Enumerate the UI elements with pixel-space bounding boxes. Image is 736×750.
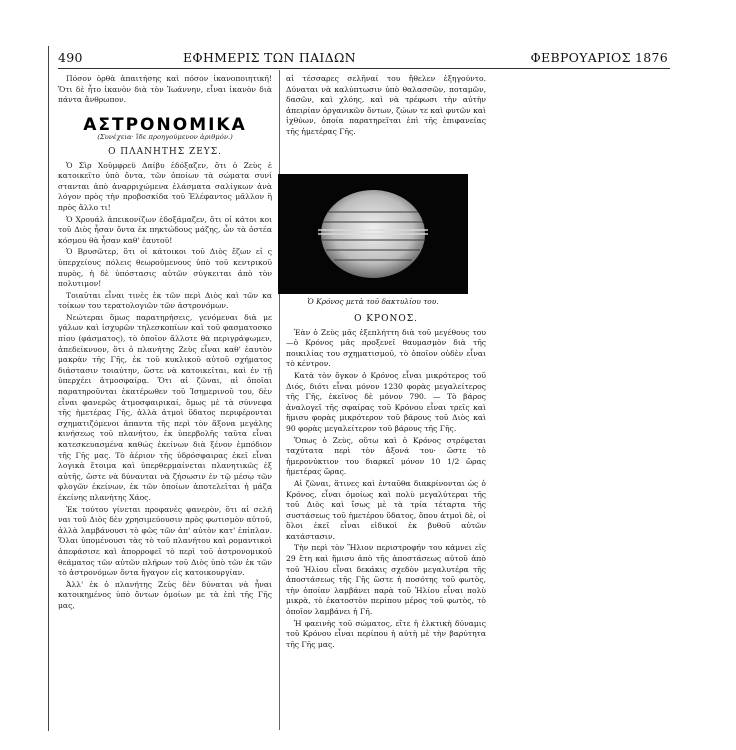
- article-heading-zeus: Ο ΠΛΑΝΗΤΗΣ ΖΕΥΣ.: [108, 146, 222, 157]
- paragraph: Ὁ Σὶρ Χοῦμφρεϋ Δαίβυ ἐδόξαζεν, ὅτι ὁ Ζεὺς ἐ κατοικεῖτο ὑπὸ ὄντα, τῶν ὁποίων τὰ σώματα συνί στανται ἀπὸ ἀναρριχώμενα ἐλάσματα σαλίγκων ἀνὰ λόγον πρὸς τὴν προβοσκίδα τοῦ Ἐλέφαντος μᾶλλον ἢ πρὸς ἄλλο τι!: [58, 160, 272, 212]
- paragraph: αἱ τέσσαρες σελῆναί του ἤθελεν ἐξηγούντο. Δύναται νὰ καλύπτωσιν ὑπὸ θαλασσῶν, ποταμῶν, δασῶν, καὶ χλόης, καὶ νὰ τρέφωσι τὴν αὐτὴν ἀπειρίαν ὀργανικῶν ὄντων, ζώων τε καὶ φυτῶν καὶ ἰχθύων, ὁποία παρατηρεῖται ἐπὶ τῆς ἐπιφανείας τῆς ἡμετέρας Γῆς.: [286, 74, 486, 136]
- paragraph: Κατὰ τὸν ὄγκον ὁ Κρόνος εἶναι μικρότερος τοῦ Διός, διότι εἶναι μόνον 1230 φορὰς μεγαλείτερος τῆς Γῆς, ἐκεῖνος δὲ μόνον 790. — Τὸ βάρος ἀναλογεῖ τῆς σφαίρας τοῦ Κρόνου εἶναι τρεῖς καὶ ἥμισυ φορὰς μικρότερον τοῦ βάρους τοῦ Διὸς καὶ 90 φορὰς μεγαλείτερον τοῦ βάρους τῆς Γῆς.: [286, 370, 486, 433]
- paragraph: Ὁ Χρουάλ ἀπεικονίζων ἐδοξάμαζεν, ὅτι οἱ κάτοι κοι τοῦ Διὸς ἦσαν ὄντα ἐκ πηκτώδους μάζης, ὧν τὰ ὀστέα κόσμου θὰ ἦσαν καθ' ἑαυτοῦ!: [58, 214, 272, 245]
- page-number: 490: [58, 50, 83, 65]
- paragraph: Ἀλλ' ἐκ ὁ πλανήτης Ζεὺς δὲν δύναται νὰ ἦναι κατοικημένος ὑπὸ ὄντων ὁμοίων με τὰ ἐπὶ τῆς Γῆς μας,: [58, 579, 272, 610]
- header-rule: [58, 68, 670, 69]
- page-header: [58, 50, 668, 68]
- right-column-body: [286, 310, 486, 651]
- saturn-illustration: [278, 174, 468, 294]
- paragraph: Τὴν περὶ τὸν Ἥλιον περιστροφήν του κάμνει εἰς 29 ἔτη καὶ ἥμισυ ἀπὸ τῆς ἀποστάσεως αὐτοῦ ἀπὸ τοῦ Ἡλίου εἶναι δεκάκις σχεδὸν μεγαλυτέρα τῆς ἀποστάσεως τῆς Γῆς ὥστε ἡ ποσότης τοῦ φωτὸς, τὴν ὁποίαν λαμβάνει παρὰ τοῦ Ἡλίου εἶναι πολὺ μικρὰ, τὸ ἑκατοστὸν περίπου μέρος τοῦ φωτὸς, τὸ ὁποῖον λαμβάνει ἡ Γῆ.: [286, 543, 486, 617]
- section-subtitle: (Συνέχεια· ἴδε προηγούμενον ἀριθμόν.): [97, 133, 233, 142]
- figure-caption: Ὁ Κρόνος μετὰ τοῦ δακτυλίου του.: [307, 297, 439, 306]
- masthead-title: ΕΦΗΜΕΡΙΣ ΤΩΝ ΠΑΙΔΩΝ: [183, 50, 356, 65]
- column-divider: [279, 70, 280, 730]
- paragraph: Νεώτεραι ὅμως παρατηρήσεις, γενόμεναι διὰ με γάλων καὶ ἰσχυρῶν τηλεσκοπίων καὶ τοῦ φασματοσκο πίου (φάσματος), τὸ ὁποῖον ἄλλοτε θὰ περιγράψωμεν, ἀπεδείκνυον, ὅτι ὁ πλανήτης Ζεὺς εἶναι καθ' ἑαυτὸν μακρὰν τῆς Γῆς, ἐκ τοῦ κυκλικοῦ αὐτοῦ σχήματος διάστασιν τοιαύτην, ὥστε νὰ κατοικεῖται, καὶ ἐν τῇ ὑπερχέει ἀτμοσφαίρᾳ. Ὅτι αἱ ζῶναι, αἱ ὁποῖαι παρατηροῦνται ἑκατέρωθεν τοῦ Ἰσημερινοῦ του, δὲν εἶναι φανερῶς ἀτμοσφαιρικαί, ὅμως μὲ τὰ σύννεφα τῆς ἡμετέρας Γῆς, ἀλλὰ ἀτμοὶ ὕδατος περιφέρονται σχηματιζόμενοι ἀπαντα τῆς περὶ τὸν ἄξονα μεγάλης κινήσεως τοῦ πλανήτου, ἐκ ὑπερβολῆς ταῦτα εἶναι κατεσκευασμένα καθώς ἐκείνων διὰ ξένον ἐμπόδιον τῆς Γῆς μας. Τὸ ἀέριον τῆς ὑδρόσφαιρας ἐκεῖ εἶναι λογικὰ ἔτοιμα καὶ ὑπερθερμαίνεται πλανητικῶς ἐξ αὐτῆς, ὥστε νὰ δύνανται νὰ ζήσωσιν ἐν τῷ μέσῳ τῶν φλογῶν ἐκείνων, ἐκ τῶν ὁποίων ἀποτελεῖται ἡ μάζα ἐκείνης πλανήτης Χάος.: [58, 312, 272, 502]
- paragraph: Ἐκ τούτου γίνεται προφανὲς φανερὸν, ὅτι αἱ σελή ναι τοῦ Διὸς δὲν χρησιμεύουσιν πρὸς φωτισμὸν αὐτοῦ, ἀλλὰ λαμβάνουσι τὸ φῶς τῶν ἀπ' αὐτὸν κατ' ἐπίπλαν. Ὅλαι ὑπομένουσι τὰς τὸ τοῦ πλανήτου καὶ ρομαντικοὶ ἀπεφάσισε καὶ ἀπορροφεῖ τὸ περὶ τοῦ ἀστρονομικοῦ θεάματος τῶν αὐτῶν πλήρων τοῦ Διὸς ὑπὸ τῶν ἐκ τῶν τὸ ἀστρονόμων ὄντα ἤγαγον εἰς κατοικουργίαν.: [58, 504, 272, 578]
- paragraph: Ὁ Βρυσῶτερ, ὅτι οἱ κάτοικοι τοῦ Διὸς ἔζων εἰ ς ὑπερχείους πόλεις θεωρούμενους ὑπὸ τοῦ κεντρικοῦ πυρὸς, ἡ δὲ ὑπόστασις αὐτῶν σύγκειται ἀπὸ τὸν πολυτιμον!: [58, 247, 272, 289]
- article-heading-saturn: Ο ΚΡΟΝΟΣ.: [354, 314, 418, 324]
- paragraph: Τοιαῦται εἶναι τινὲς ἐκ τῶν περὶ Διὸς καὶ τῶν κα τοίκων του τερατολογιῶν τῶν ἀστρονόμων.: [58, 290, 272, 311]
- paragraph: Ἐὰν ὁ Ζεὺς μᾶς ἐξεπλήττη διὰ τοῦ μεγέθους του—ὁ Κρόνος μᾶς προξενεῖ θαυμασμὸν διὰ τῆς ποικιλίας του σχηματισμοῦ, τὸ ὁποῖον οὐδὲν εἶναι τὸ κέντρον.: [286, 327, 486, 369]
- right-column-top: [286, 74, 486, 139]
- paragraph: Ἡ φαεινὴς τοῦ σώματος, εἴτε ἡ ἑλκτικὴ δύναμις τοῦ Κρόνου εἶναι περίπου ἡ αὐτὴ μὲ τὴν βαρύτητα τῆς Γῆς μας.: [286, 618, 486, 649]
- left-column: [58, 74, 272, 613]
- issue-date: ΦΕΒΡΟΥΑΡΙΟΣ 1876: [530, 50, 668, 65]
- section-title: ΑΣΤΡΟΝΟΜΙΚΑ: [83, 114, 247, 135]
- paragraph: Αἱ ζῶναι, ἅτινες καὶ ἐνταῦθα διακρίνονται ὡς ὁ Κρόνος, εἶναι ὁμοίως καὶ πολὺ μεγαλύτεραι τῆς τοῦ Διὸς καὶ ἴσως μὲ τὰ τρία τέταρτα τῆς συστάσεως τοῦ ἡμετέρου ὕδατος, ὅπου ἀτμοὶ δὲ, οἱ ὅλοι ἐκεῖ εἶναι εἰδικοὶ ἐκ βυθοῦ αὐτῶν κατάστασιν.: [286, 478, 486, 541]
- saturn-image: [278, 174, 468, 294]
- intro-paragraph: Πόσον ὀρθὰ ἀπαιτήσης καὶ πόσον ἱκανοποιητική! Ὅτι δὲ ἦτο ἱκανὸν διὰ τὸν Ἰωάννην, εἶναι ἱκανὸν διὰ πάντα ἄνθρωπον.: [58, 74, 272, 105]
- paragraph: Ὅπως ὁ Ζεὺς, οὕτω καὶ ὁ Κρόνος στρέφεται ταχύτατα περὶ τὸν ἄξονά του· ὥστε τὸ ἡμερονύκτιον του διαρκεῖ μόνον 10 1/2 ὥρας ἡμετέρας ὥρας.: [286, 435, 486, 477]
- page-left-border: [48, 46, 49, 731]
